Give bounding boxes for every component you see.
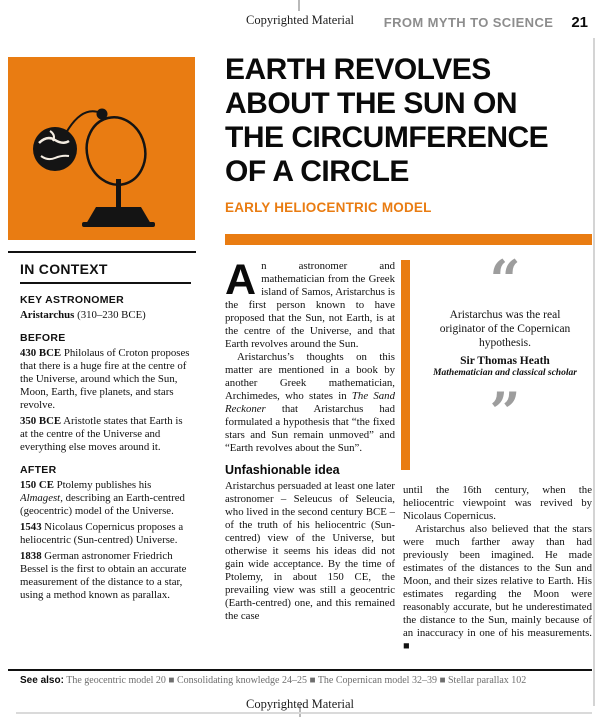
- earth-globe: [33, 127, 77, 171]
- context-entry-text: German astronomer Friedrich Bessel is the first to obtain an accurate measurement of the distance to a star, using a method known as parallax.: [20, 550, 187, 601]
- context-entry-text: , describing an Earth-centred (geocentric) model of the Universe.: [20, 492, 185, 517]
- drop-cap: A: [225, 260, 257, 304]
- title-line: EARTH REVOLVES: [225, 53, 491, 86]
- stand-base: [86, 207, 151, 224]
- article-title: [225, 53, 593, 189]
- before-label: BEFORE: [20, 332, 66, 344]
- sun-ball: [97, 109, 108, 120]
- copyright-notice-top: Copyrighted Material: [246, 13, 354, 27]
- article-column-middle: [225, 260, 395, 666]
- article-column-right: [403, 484, 592, 666]
- quote-text: Aristarchus was the real originator of the Copernican hypothesis.: [439, 309, 571, 349]
- context-entry: [20, 479, 191, 518]
- paragraph-text: Aristarchus’s thoughts on this matter are mentioned in a book by another Greek mathematician, Archimedes, who states in: [225, 351, 395, 402]
- title-line: OF A CIRCLE: [225, 155, 409, 188]
- page-number: 21: [571, 14, 588, 31]
- paragraph: [225, 351, 395, 455]
- paragraph-text: n astronomer and mathematician from the Greek island of Samos, Aristarchus is the first person known to have proposed that the Sun, not Earth, is at the centre of the Universe, and that Earth revolves around the Sun.: [225, 260, 395, 350]
- open-quote-icon: “: [489, 248, 521, 312]
- quote-attribution: Sir Thomas Heath: [460, 355, 550, 367]
- book-title-italic: Almagest: [20, 492, 61, 504]
- page-edge-bottom: [16, 712, 592, 714]
- stand-stem: [116, 179, 121, 209]
- key-astronomer-label: KEY ASTRONOMER: [20, 294, 124, 306]
- paragraph: until the 16th century, when the heliocentric viewpoint was revived by Nicolaus Copernicus.: [403, 484, 592, 522]
- context-entry: [20, 415, 191, 454]
- chapter-title: FROM MYTH TO SCIENCE: [383, 15, 554, 30]
- copyright-notice-bottom: Copyrighted Material: [246, 697, 354, 711]
- close-quote-icon: ”: [489, 380, 521, 444]
- quote-attribution-role: Mathematician and classical scholar: [433, 368, 577, 378]
- title-divider-bar: [225, 234, 592, 245]
- after-label: AFTER: [20, 464, 57, 476]
- context-entry-year: 350 BCE: [20, 415, 62, 427]
- key-astronomer-dates: (310–230 BCE): [77, 309, 146, 321]
- pull-quote: [418, 248, 592, 444]
- see-also-links: The geocentric model 20 ■ Consolidating knowledge 24–25 ■ The Copernican model 32–39 ■ Stellar parallax 102: [66, 675, 527, 686]
- context-entry-year: 150 CE: [20, 479, 54, 491]
- context-entry-text: Philolaus of Croton proposes that there is a huge fire at the centre of the Universe, around which the Sun, Moon, Earth, five planets, and stars revolve.: [20, 347, 190, 411]
- paragraph-text: that Aristarchus had formulated a hypothesis that “the fixed stars and Sun remain unmoved” and “Earth revolves about the Sun”.: [225, 403, 395, 454]
- context-entry-year: 1543: [20, 521, 42, 533]
- context-entry: [20, 550, 191, 602]
- context-entry-text: Aristotle states that Earth is at the centre of the Universe and everything else moves around it.: [20, 415, 183, 453]
- page-fold-mark-top: [298, 0, 300, 11]
- see-also-rule: [8, 669, 592, 671]
- book-title-italic: The Sand Reckoner: [225, 390, 395, 415]
- see-also-label: See also:: [20, 675, 64, 686]
- title-line: THE CIRCUMFERENCE: [225, 121, 549, 154]
- orbit-illustration-panel: [8, 57, 195, 240]
- key-astronomer-name: Aristarchus: [20, 309, 75, 321]
- context-entry-text: Nicolaus Copernicus proposes a heliocentric (Sun-centred) Universe.: [20, 521, 184, 546]
- wire: [66, 111, 101, 133]
- paragraph: [225, 260, 395, 351]
- title-line: ABOUT THE SUN ON: [225, 87, 517, 120]
- section-subhead: Unfashionable idea: [225, 463, 340, 477]
- context-entry: [20, 347, 191, 412]
- context-entry-year: 430 BCE: [20, 347, 62, 359]
- title-block: [225, 53, 593, 215]
- stand-foot: [82, 222, 155, 227]
- orbit-model-illustration: [8, 57, 195, 240]
- quote-accent-bar: [401, 260, 410, 470]
- context-entry-year: 1838: [20, 550, 42, 562]
- paragraph: Aristarchus persuaded at least one later astronomer – Seleucus of Seleucia, who lived in the second century BCE – of the truth of his heliocentric (Sun-centred) view of the Universe, but otherwise it seems his ideas did not gain wide acceptance. By the time of Ptolemy, in about 150 CE, the prevailing view was still a geocentric (Earth-centred) one, and this remained the case: [225, 480, 395, 622]
- in-context-sidebar: [20, 261, 191, 665]
- page-edge-right: [593, 38, 595, 706]
- key-astronomer: [20, 309, 191, 322]
- running-head: [384, 14, 588, 31]
- sidebar-top-rule: [8, 251, 196, 253]
- context-entry-text: Ptolemy publishes his: [56, 479, 152, 491]
- context-entry: [20, 521, 191, 547]
- paragraph: Aristarchus also believed that the stars were much farther away than had previously been imagined. He made estimates of the distances to the Sun and Moon, and their sizes relative to Earth. His estimates regarding the Moon were reasonably accurate, but he underestimated the distance to the Sun, mainly because of an inaccuracy in one of his measurements. ■: [403, 523, 592, 652]
- in-context-heading: IN CONTEXT: [20, 261, 108, 277]
- see-also: [20, 675, 575, 688]
- in-context-rule: [20, 282, 191, 284]
- article-subtitle: EARLY HELIOCENTRIC MODEL: [225, 200, 432, 215]
